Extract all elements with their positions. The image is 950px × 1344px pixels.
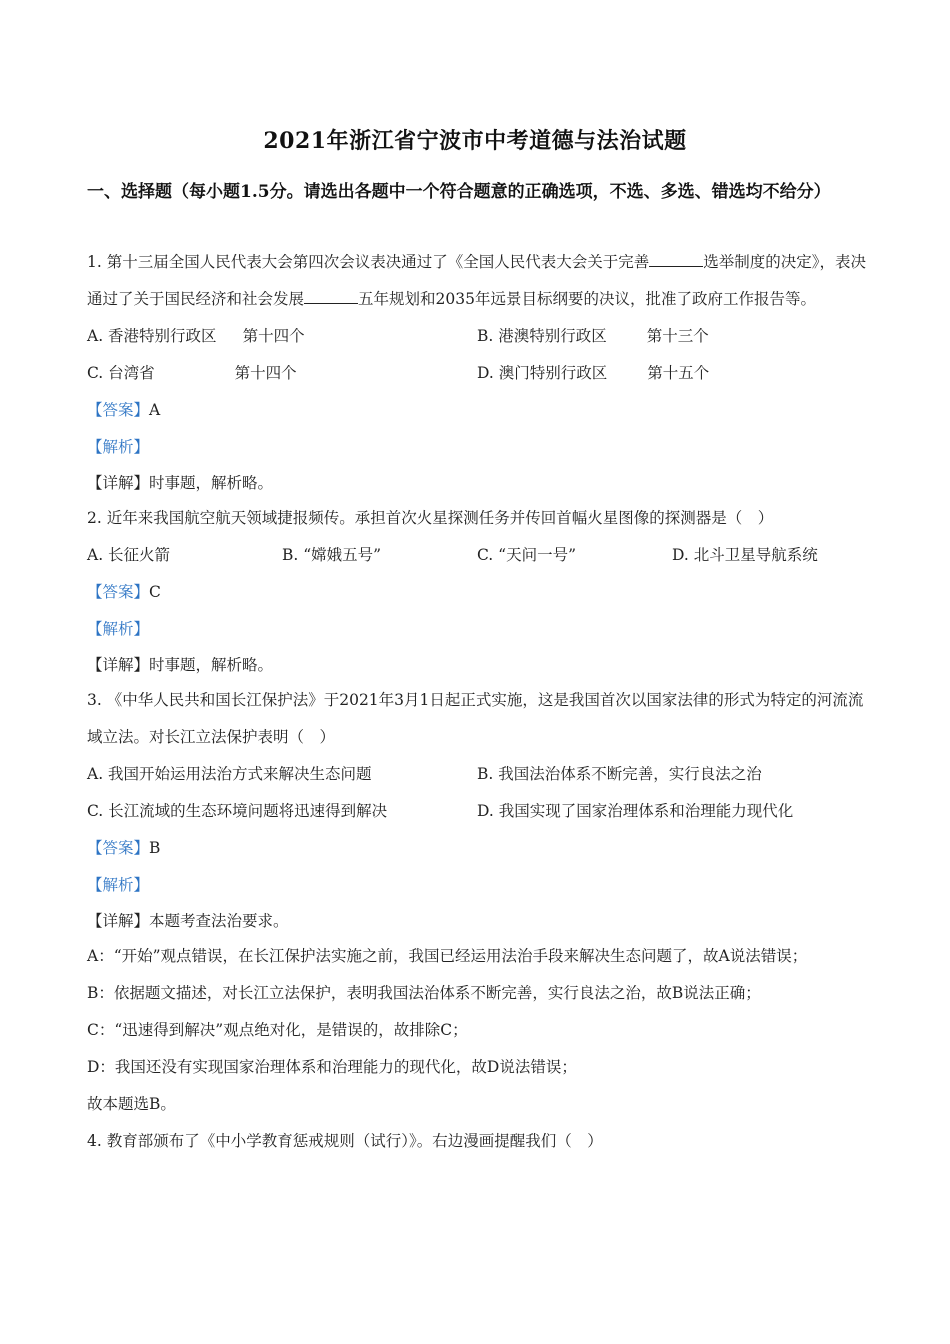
q3-options-row-2: [87, 793, 867, 830]
q3-explanation-a: A：“开始”观点错误，在长江保护法实施之前，我国已经运用法治手段来解决生态问题了，故A说法错误；: [87, 947, 808, 965]
q2-analysis-label: 【解析】: [87, 620, 150, 638]
q3-option-b: B. 我国法治体系不断完善，实行良法之治: [477, 765, 762, 783]
q3-explanation-d: D：我国还没有实现国家治理体系和治理能力的现代化，故D说法错误；: [87, 1058, 577, 1076]
q3-analysis-label: 【解析】: [87, 876, 150, 894]
q3-conclusion: 故本题选B。: [87, 1095, 176, 1113]
questions: [87, 244, 867, 1160]
q2-option-c: C. “天问一号”: [477, 546, 577, 564]
q2-detail: 【详解】时事题，解析略。: [87, 656, 274, 674]
q1-option-d: D. 澳门特别行政区 第十五个: [477, 364, 710, 382]
q1-option-a: A. 香港特别行政区 第十四个: [87, 327, 305, 345]
q3-answer: 【答案】B: [87, 839, 161, 857]
q4-stem: 4. 教育部颁布了《中小学教育惩戒规则（试行）》。右边漫画提醒我们（ ）: [87, 1132, 603, 1150]
q1-analysis-label: 【解析】: [87, 438, 150, 456]
q3-explanation-c: C：“迅速得到解决”观点绝对化，是错误的，故排除C；: [87, 1021, 468, 1039]
q1-options-row-2: [87, 355, 867, 392]
q2-option-b: B. “嫦娥五号”: [282, 546, 382, 564]
q1-option-c: C. 台湾省 第十四个: [87, 364, 297, 382]
q3-option-d: D. 我国实现了国家治理体系和治理能力现代化: [477, 802, 794, 820]
q1-options-row-1: [87, 318, 867, 355]
q3-stem: 3. 《中华人民共和国长江保护法》于2021年3月1日起正式实施，这是我国首次以国家法律的形式为特定的河流流域立法。对长江立法保护表明（ ）: [87, 691, 864, 746]
q2-option-d: D. 北斗卫星导航系统: [672, 546, 818, 564]
q1-detail: 【详解】时事题，解析略。: [87, 474, 274, 492]
q1-option-b: B. 港澳特别行政区 第十三个: [477, 327, 709, 345]
section-heading: 一、选择题（每小题1.5分。请选出各题中一个符合题意的正确选项，不选、多选、错选均不给分）: [87, 182, 831, 202]
fill-blank: [304, 289, 358, 304]
q3-option-a: A. 我国开始运用法治方式来解决生态问题: [87, 765, 372, 783]
page-title: 2021年浙江省宁波市中考道德与法治试题: [263, 128, 687, 154]
q2-stem: 2. 近年来我国航空航天领域捷报频传。承担首次火星探测任务并传回首幅火星图像的探测器是（ ）: [87, 509, 774, 527]
q3-option-c: C. 长江流域的生态环境问题将迅速得到解决: [87, 802, 388, 820]
q2-answer: 【答案】C: [87, 583, 161, 601]
q2-options: [87, 537, 867, 574]
q3-explanation-b: B：依据题文描述，对长江立法保护，表明我国法治体系不断完善，实行良法之治，故B说法正确；: [87, 984, 761, 1002]
q3-detail: 【详解】本题考查法治要求。: [87, 912, 289, 930]
q2-option-a: A. 长征火箭: [87, 546, 171, 564]
q1-answer: 【答案】A: [87, 401, 161, 419]
q1-stem: 1. 第十三届全国人民代表大会第四次会议表决通过了《全国人民代表大会关于完善 选举制度的决定》，表决通过了关于国民经济和社会发展 五年规划和2035年远景目标纲要的决议，批准了政府工作报告等。: [87, 253, 866, 308]
q3-options-row-1: [87, 756, 867, 793]
fill-blank: [649, 252, 703, 267]
